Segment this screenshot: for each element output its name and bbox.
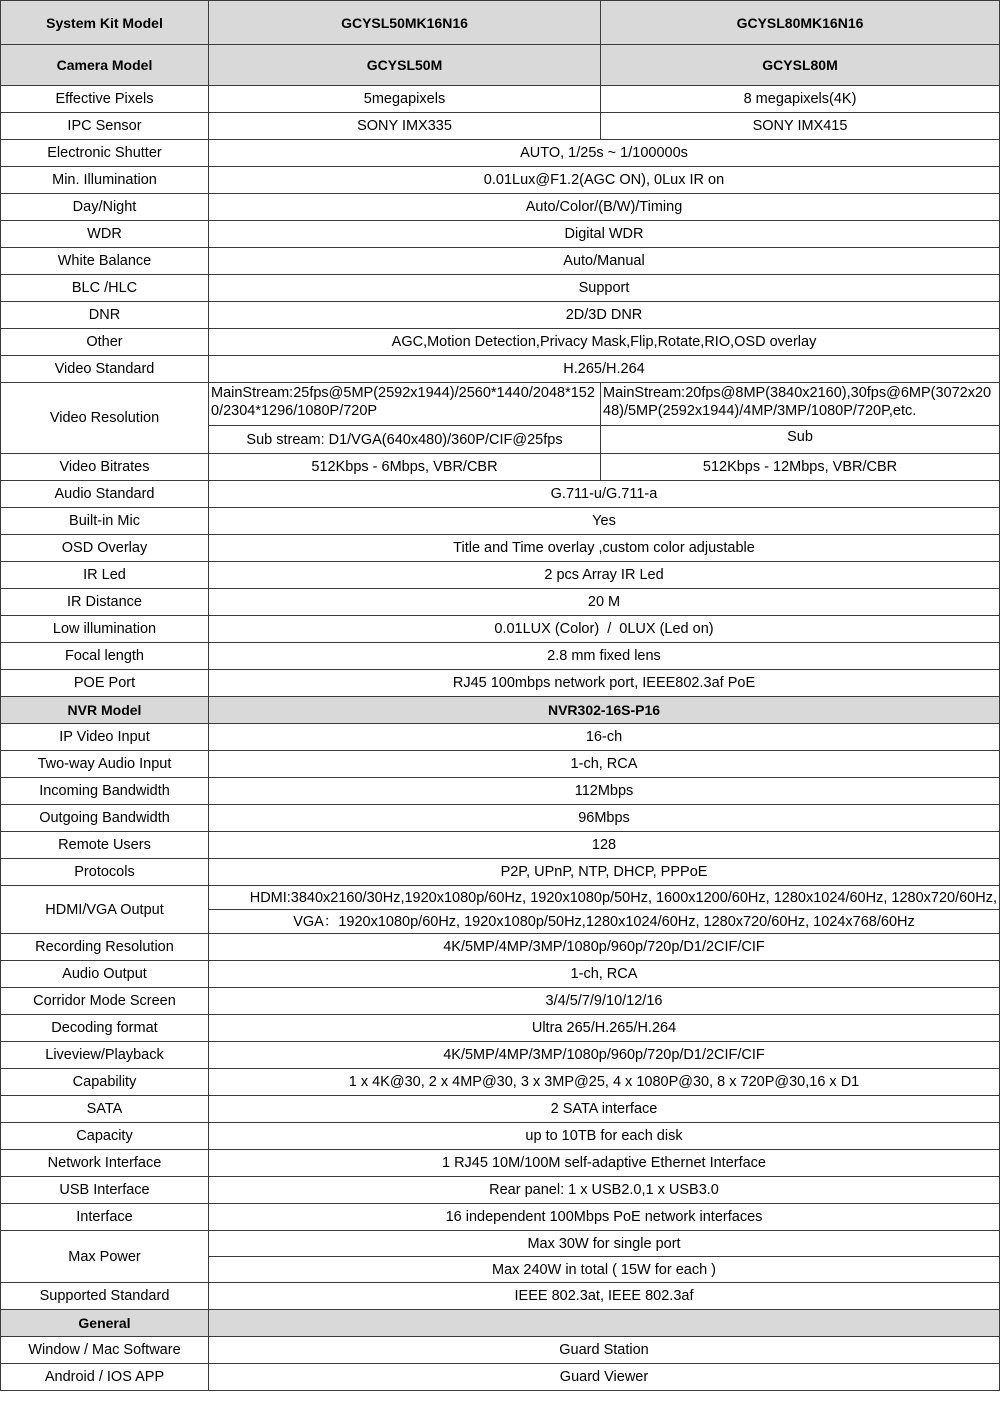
row-value: 0.01Lux@F1.2(AGC ON), 0Lux IR on xyxy=(209,167,1000,194)
table-row xyxy=(1,1337,1000,1364)
row-value: 2D/3D DNR xyxy=(209,302,1000,329)
row-label: Audio Standard xyxy=(1,481,209,508)
row-value: 4K/5MP/4MP/3MP/1080p/960p/720p/D1/2CIF/CIF xyxy=(209,934,1000,961)
camera-model-row xyxy=(1,45,1000,86)
row-label: Remote Users xyxy=(1,832,209,859)
row-value: 1-ch, RCA xyxy=(209,961,1000,988)
row-value: 16 independent 100Mbps PoE network interfaces xyxy=(209,1204,1000,1231)
row-value: P2P, UPnP, NTP, DHCP, PPPoE xyxy=(209,859,1000,886)
row-label: Video Resolution xyxy=(1,383,209,454)
row-label: Video Standard xyxy=(1,356,209,383)
row-label: Liveview/Playback xyxy=(1,1042,209,1069)
table-row xyxy=(1,589,1000,616)
table-row xyxy=(1,616,1000,643)
table-row xyxy=(1,1177,1000,1204)
table-row xyxy=(1,1231,1000,1257)
row-value: up to 10TB for each disk xyxy=(209,1123,1000,1150)
row-label: SATA xyxy=(1,1096,209,1123)
row-label: Recording Resolution xyxy=(1,934,209,961)
row-label: Video Bitrates xyxy=(1,454,209,481)
table-row xyxy=(1,1364,1000,1391)
row-value: Auto/Manual xyxy=(209,248,1000,275)
row-value: 2 SATA interface xyxy=(209,1096,1000,1123)
row-label: Other xyxy=(1,329,209,356)
row-label: Focal length xyxy=(1,643,209,670)
row-value: 1-ch, RCA xyxy=(209,751,1000,778)
row-label: Electronic Shutter xyxy=(1,140,209,167)
hdmi-output-value: HDMI:3840x2160/30Hz,1920x1080p/60Hz, 1920x1080p/50Hz, 1600x1200/60Hz, 1280x1024/60Hz, 1280x720/60Hz, xyxy=(209,886,1000,910)
row-label: Incoming Bandwidth xyxy=(1,778,209,805)
camera-model-b: GCYSL80M xyxy=(601,45,1000,86)
camera-model-label: Camera Model xyxy=(1,45,209,86)
row-label: Supported Standard xyxy=(1,1283,209,1310)
table-row xyxy=(1,1150,1000,1177)
row-value: AGC,Motion Detection,Privacy Mask,Flip,Rotate,RIO,OSD overlay xyxy=(209,329,1000,356)
table-row xyxy=(1,481,1000,508)
row-label: WDR xyxy=(1,221,209,248)
table-row xyxy=(1,805,1000,832)
row-value: 2 pcs Array IR Led xyxy=(209,562,1000,589)
table-row xyxy=(1,670,1000,697)
table-row xyxy=(1,1204,1000,1231)
table-row xyxy=(1,859,1000,886)
table-row xyxy=(1,383,1000,426)
row-value-a: 512Kbps - 6Mbps, VBR/CBR xyxy=(209,454,601,481)
row-label: HDMI/VGA Output xyxy=(1,886,209,934)
row-value: 1 x 4K@30, 2 x 4MP@30, 3 x 3MP@25, 4 x 1080P@30, 8 x 720P@30,16 x D1 xyxy=(209,1069,1000,1096)
row-value-b: SONY IMX415 xyxy=(601,113,1000,140)
table-row xyxy=(1,886,1000,910)
row-label: IR Led xyxy=(1,562,209,589)
row-value: Title and Time overlay ,custom color adjustable xyxy=(209,535,1000,562)
row-label: BLC /HLC xyxy=(1,275,209,302)
row-label: Max Power xyxy=(1,1231,209,1283)
row-value: H.265/H.264 xyxy=(209,356,1000,383)
row-label: IP Video Input xyxy=(1,724,209,751)
row-value-a: SONY IMX335 xyxy=(209,113,601,140)
row-value: Rear panel: 1 x USB2.0,1 x USB3.0 xyxy=(209,1177,1000,1204)
table-row xyxy=(1,1069,1000,1096)
row-label: Day/Night xyxy=(1,194,209,221)
row-label: Network Interface xyxy=(1,1150,209,1177)
row-label: Low illumination xyxy=(1,616,209,643)
table-row xyxy=(1,562,1000,589)
table-row xyxy=(1,535,1000,562)
row-value-b: 512Kbps - 12Mbps, VBR/CBR xyxy=(601,454,1000,481)
row-value: Auto/Color/(B/W)/Timing xyxy=(209,194,1000,221)
row-label: Effective Pixels xyxy=(1,86,209,113)
row-value: 20 M xyxy=(209,589,1000,616)
row-label: IR Distance xyxy=(1,589,209,616)
row-label: Capability xyxy=(1,1069,209,1096)
table-row xyxy=(1,724,1000,751)
row-value: G.711-u/G.711-a xyxy=(209,481,1000,508)
row-value: 3/4/5/7/9/10/12/16 xyxy=(209,988,1000,1015)
max-power-total-value: Max 240W in total ( 15W for each ) xyxy=(209,1257,1000,1283)
table-row xyxy=(1,934,1000,961)
table-row xyxy=(1,113,1000,140)
main-stream-b: MainStream:20fps@8MP(3840x2160),30fps@6MP(3072x2048)/5MP(2592x1944)/4MP/3MP/1080P/720P,etc. xyxy=(601,383,1000,426)
table-row xyxy=(1,1123,1000,1150)
sub-stream-b: Sub xyxy=(601,426,1000,454)
row-value: Yes xyxy=(209,508,1000,535)
table-row xyxy=(1,454,1000,481)
row-label: Audio Output xyxy=(1,961,209,988)
main-stream-a: MainStream:25fps@5MP(2592x1944)/2560*1440/2048*1520/2304*1296/1080P/720P xyxy=(209,383,601,426)
general-header-row xyxy=(1,1310,1000,1337)
row-value: 128 xyxy=(209,832,1000,859)
nvr-model-value: NVR302-16S-P16 xyxy=(209,697,1000,724)
row-value: 16-ch xyxy=(209,724,1000,751)
table-row xyxy=(1,988,1000,1015)
kit-model-label: System Kit Model xyxy=(1,1,209,45)
row-label: Interface xyxy=(1,1204,209,1231)
row-label: Protocols xyxy=(1,859,209,886)
camera-model-a: GCYSL50M xyxy=(209,45,601,86)
table-row xyxy=(1,248,1000,275)
row-label: Window / Mac Software xyxy=(1,1337,209,1364)
table-row xyxy=(1,778,1000,805)
row-label: Min. Illumination xyxy=(1,167,209,194)
table-row xyxy=(1,275,1000,302)
row-value: Guard Station xyxy=(209,1337,1000,1364)
table-row xyxy=(1,167,1000,194)
row-label: Android / IOS APP xyxy=(1,1364,209,1391)
table-row xyxy=(1,1096,1000,1123)
max-power-single-value: Max 30W for single port xyxy=(209,1231,1000,1257)
row-value: 2.8 mm fixed lens xyxy=(209,643,1000,670)
nvr-model-row xyxy=(1,697,1000,724)
row-label: Corridor Mode Screen xyxy=(1,988,209,1015)
nvr-model-label: NVR Model xyxy=(1,697,209,724)
table-row xyxy=(1,86,1000,113)
row-label: IPC Sensor xyxy=(1,113,209,140)
general-header-blank xyxy=(209,1310,1000,1337)
vga-output-value: VGA：1920x1080p/60Hz, 1920x1080p/50Hz,1280x1024/60Hz, 1280x720/60Hz, 1024x768/60Hz xyxy=(209,910,1000,934)
row-value: AUTO, 1/25s ~ 1/100000s xyxy=(209,140,1000,167)
row-label: Decoding format xyxy=(1,1015,209,1042)
table-row xyxy=(1,643,1000,670)
table-row xyxy=(1,508,1000,535)
table-row xyxy=(1,1283,1000,1310)
table-row xyxy=(1,1042,1000,1069)
row-label: DNR xyxy=(1,302,209,329)
row-value-a: 5megapixels xyxy=(209,86,601,113)
row-value: 96Mbps xyxy=(209,805,1000,832)
row-value: Ultra 265/H.265/H.264 xyxy=(209,1015,1000,1042)
row-label: Built-in Mic xyxy=(1,508,209,535)
kit-model-row xyxy=(1,1,1000,45)
table-row xyxy=(1,221,1000,248)
row-label: Two-way Audio Input xyxy=(1,751,209,778)
table-row xyxy=(1,1015,1000,1042)
sub-stream-a: Sub stream: D1/VGA(640x480)/360P/CIF@25fps xyxy=(209,426,601,454)
row-value: Digital WDR xyxy=(209,221,1000,248)
row-label: Outgoing Bandwidth xyxy=(1,805,209,832)
row-value: Guard Viewer xyxy=(209,1364,1000,1391)
table-row xyxy=(1,751,1000,778)
row-label: White Balance xyxy=(1,248,209,275)
table-row xyxy=(1,356,1000,383)
row-label: Capacity xyxy=(1,1123,209,1150)
row-value-b: 8 megapixels(4K) xyxy=(601,86,1000,113)
row-value: Support xyxy=(209,275,1000,302)
row-label: OSD Overlay xyxy=(1,535,209,562)
row-label: USB Interface xyxy=(1,1177,209,1204)
row-value: 4K/5MP/4MP/3MP/1080p/960p/720p/D1/2CIF/CIF xyxy=(209,1042,1000,1069)
table-row xyxy=(1,961,1000,988)
table-row xyxy=(1,329,1000,356)
row-label: POE Port xyxy=(1,670,209,697)
kit-model-a: GCYSL50MK16N16 xyxy=(209,1,601,45)
row-value: 1 RJ45 10M/100M self-adaptive Ethernet Interface xyxy=(209,1150,1000,1177)
table-row xyxy=(1,194,1000,221)
table-row xyxy=(1,140,1000,167)
table-row xyxy=(1,832,1000,859)
general-header-label: General xyxy=(1,1310,209,1337)
row-value: RJ45 100mbps network port, IEEE802.3af PoE xyxy=(209,670,1000,697)
row-value: IEEE 802.3at, IEEE 802.3af xyxy=(209,1283,1000,1310)
row-value: 112Mbps xyxy=(209,778,1000,805)
kit-model-b: GCYSL80MK16N16 xyxy=(601,1,1000,45)
table-row xyxy=(1,302,1000,329)
row-value: 0.01LUX (Color) / 0LUX (Led on) xyxy=(209,616,1000,643)
